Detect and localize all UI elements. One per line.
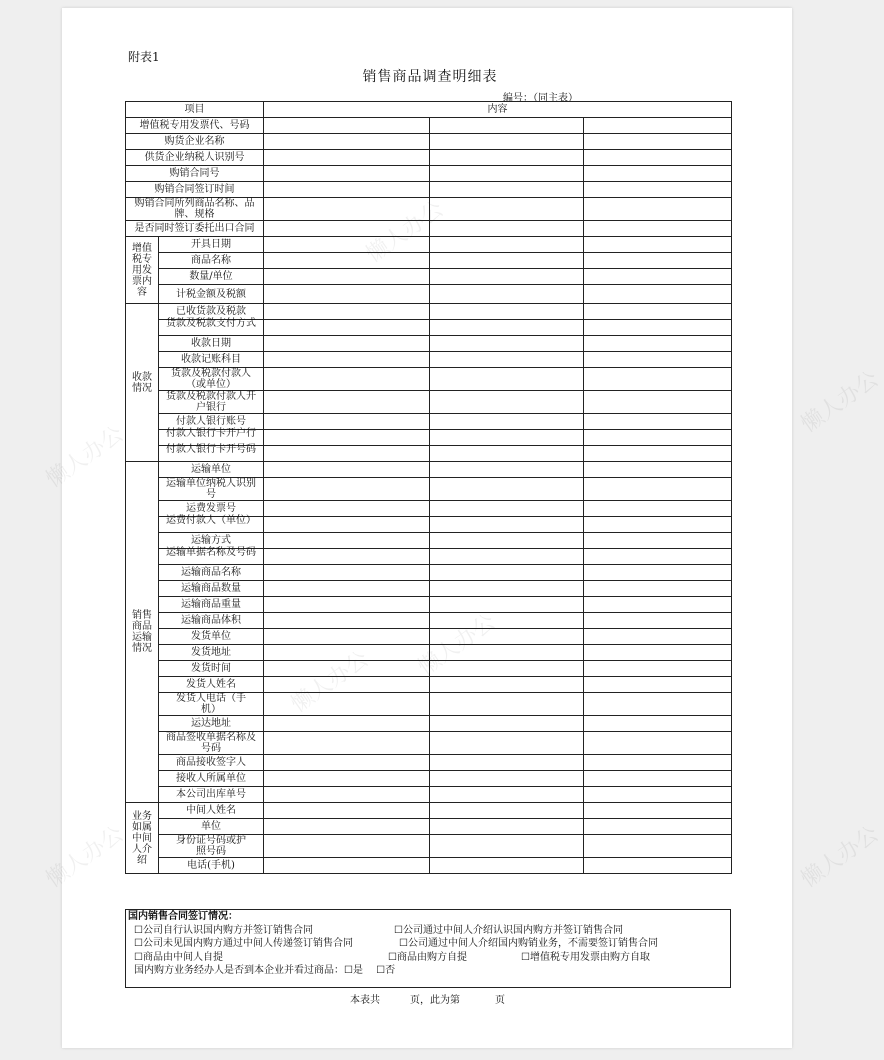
content-cell[interactable] <box>430 391 584 414</box>
group-label-payment: 收款情况 <box>126 304 159 462</box>
content-cell[interactable] <box>430 835 584 858</box>
content-cell[interactable] <box>264 693 430 716</box>
content-cell[interactable] <box>430 253 584 269</box>
row-label: 商品接收签字人 <box>159 755 264 771</box>
group-label-transport: 销售商品运输情况 <box>126 462 159 803</box>
content-cell[interactable] <box>430 597 584 613</box>
row-label: 是否同时签订委托出口合同 <box>126 221 264 237</box>
content-cell[interactable] <box>584 462 732 478</box>
content-cell[interactable] <box>264 629 430 645</box>
row-label: 发货时间 <box>159 661 264 677</box>
row-label: 增值税专用发票代、号码 <box>126 118 264 134</box>
content-cell[interactable] <box>584 446 732 462</box>
row-label: 运输单位纳税人识别号 <box>159 478 264 501</box>
row-label: 运输单位 <box>159 462 264 478</box>
content-cell[interactable] <box>584 693 732 716</box>
content-cell[interactable] <box>264 787 430 803</box>
row-label: 购销合同号 <box>126 166 264 182</box>
content-cell[interactable] <box>430 430 584 446</box>
group-label-agent: 业务如属中间人介绍 <box>126 803 159 874</box>
watermark: 懒人办公 <box>286 646 374 718</box>
row-label-text: 付款人银行卡开户行 <box>166 428 256 439</box>
content-cell[interactable] <box>430 166 584 182</box>
content-cell[interactable] <box>430 787 584 803</box>
content-cell[interactable] <box>584 501 732 517</box>
content-cell[interactable] <box>430 581 584 597</box>
content-cell[interactable] <box>264 462 430 478</box>
content-cell[interactable] <box>584 581 732 597</box>
table-row <box>126 787 732 803</box>
row-label: 单位 <box>159 819 264 835</box>
content-cell[interactable] <box>430 285 584 304</box>
table-row <box>126 182 732 198</box>
row-label: 计税金额及税额 <box>159 285 264 304</box>
content-cell[interactable] <box>584 430 732 446</box>
content-cell[interactable] <box>584 661 732 677</box>
table-row <box>126 198 732 221</box>
content-cell[interactable] <box>584 269 732 285</box>
notes-row <box>126 951 730 965</box>
table-row <box>126 693 732 716</box>
content-cell[interactable] <box>430 819 584 835</box>
content-cell[interactable] <box>430 517 584 533</box>
content-cell[interactable] <box>264 368 430 391</box>
row-label: 货款及税款付款人（或单位） <box>159 368 264 391</box>
content-cell[interactable] <box>430 237 584 253</box>
row-label: 数量/单位 <box>159 269 264 285</box>
content-cell[interactable] <box>264 677 430 693</box>
option-agent-delivered-contract[interactable]: ☐公司未见国内购方通过中间人传递签订销售合同 <box>134 938 353 949</box>
content-cell[interactable] <box>430 693 584 716</box>
table-row <box>126 391 732 414</box>
row-label: 运输商品数量 <box>159 581 264 597</box>
content-cell[interactable] <box>264 269 430 285</box>
table-row <box>126 858 732 874</box>
content-cell[interactable] <box>264 182 430 198</box>
content-cell[interactable] <box>584 368 732 391</box>
row-label: 电话(手机) <box>159 858 264 874</box>
row-label: 运输商品体积 <box>159 613 264 629</box>
content-cell[interactable] <box>584 198 732 221</box>
table-row <box>126 629 732 645</box>
number-label: 编号：（同主表） <box>503 93 578 104</box>
row-label: 发货人电话（手机） <box>159 693 264 716</box>
row-label: 发货人姓名 <box>159 677 264 693</box>
row-label: 供货企业纳税人识别号 <box>126 150 264 166</box>
content-cell[interactable] <box>430 462 584 478</box>
content-cell[interactable] <box>584 771 732 787</box>
table-row <box>126 716 732 732</box>
content-cell[interactable] <box>584 755 732 771</box>
row-label: 发货单位 <box>159 629 264 645</box>
row-label: 发货地址 <box>159 645 264 661</box>
content-cell[interactable] <box>584 858 732 874</box>
watermark: 懒人办公 <box>796 821 884 893</box>
content-cell[interactable] <box>430 732 584 755</box>
content-cell[interactable] <box>264 771 430 787</box>
content-cell[interactable] <box>584 629 732 645</box>
table-row <box>126 613 732 629</box>
content-cell[interactable] <box>264 581 430 597</box>
content-cell[interactable] <box>584 835 732 858</box>
watermark: 懒人办公 <box>413 609 501 681</box>
table-row <box>126 478 732 501</box>
row-label: 付款人银行账号 <box>159 414 264 430</box>
table-row <box>126 166 732 182</box>
row-label: 运费发票号 <box>159 501 264 517</box>
row-label: 购销合同所列商品名称、品牌、规格 <box>126 198 264 221</box>
row-label: 货款及税款付款人开户银行 <box>159 391 264 414</box>
watermark: 懒人办公 <box>796 366 884 438</box>
row-label: 中间人姓名 <box>159 803 264 819</box>
content-cell[interactable] <box>430 118 584 134</box>
content-cell[interactable] <box>264 661 430 677</box>
row-label: 购销合同签订时间 <box>126 182 264 198</box>
content-cell[interactable] <box>264 517 430 533</box>
watermark: 懒人办公 <box>361 196 449 268</box>
row-label: 接收人所属单位 <box>159 771 264 787</box>
table-row <box>126 645 732 661</box>
content-cell[interactable] <box>584 166 732 182</box>
table-row <box>126 253 732 269</box>
table-row <box>126 150 732 166</box>
content-cell[interactable] <box>264 565 430 581</box>
content-cell[interactable] <box>264 430 430 446</box>
table-row <box>126 517 732 533</box>
row-label: 已收货款及税款 <box>159 304 264 320</box>
table-header-row <box>126 102 732 118</box>
table-row <box>126 336 732 352</box>
content-cell[interactable] <box>264 819 430 835</box>
content-cell[interactable] <box>264 597 430 613</box>
content-cell[interactable] <box>430 501 584 517</box>
header-content: 内容 <box>264 102 732 118</box>
content-cell[interactable] <box>430 803 584 819</box>
row-label: 开具日期 <box>159 237 264 253</box>
content-cell[interactable] <box>584 819 732 835</box>
content-cell[interactable] <box>584 304 732 320</box>
content-cell[interactable] <box>584 352 732 368</box>
notes-row <box>126 937 730 951</box>
table-row <box>126 755 732 771</box>
table-row <box>126 835 732 858</box>
table-row <box>126 771 732 787</box>
notes-row <box>126 964 730 978</box>
content-cell[interactable] <box>430 478 584 501</box>
notes-row <box>126 924 730 938</box>
notes-heading: 国内销售合同签订情况： <box>128 911 238 922</box>
option-self-recognized[interactable]: ☐公司自行认识国内购方并签订销售合同 <box>134 924 313 936</box>
table-row <box>126 221 732 237</box>
content-cell[interactable] <box>430 269 584 285</box>
content-cell[interactable] <box>264 391 430 414</box>
row-label-text: 货款及税款支付方式 <box>166 318 256 329</box>
watermark: 懒人办公 <box>41 421 129 493</box>
content-cell[interactable] <box>584 182 732 198</box>
row-label: 运输方式 <box>159 533 264 549</box>
option-buyer-pickup[interactable]: ☐商品由购方自提 <box>388 951 467 963</box>
content-cell[interactable] <box>584 285 732 304</box>
option-invoice-buyer-collect[interactable]: ☐增值税专用发票由购方自取 <box>521 951 650 963</box>
content-cell[interactable] <box>584 787 732 803</box>
content-cell[interactable] <box>264 285 430 304</box>
table-row <box>126 462 732 478</box>
content-cell[interactable] <box>584 221 732 237</box>
content-cell[interactable] <box>584 118 732 134</box>
content-cell[interactable] <box>264 803 430 819</box>
table-row <box>126 677 732 693</box>
content-cell[interactable] <box>430 221 584 237</box>
content-cell[interactable] <box>264 118 430 134</box>
table-row <box>126 118 732 134</box>
content-cell[interactable] <box>430 661 584 677</box>
row-label-text: 运输单据名称及号码 <box>166 547 256 558</box>
row-label: 商品名称 <box>159 253 264 269</box>
content-cell[interactable] <box>264 732 430 755</box>
content-cell[interactable] <box>264 320 430 336</box>
content-cell[interactable] <box>584 677 732 693</box>
content-cell[interactable] <box>430 320 584 336</box>
row-label <box>159 549 264 565</box>
content-cell[interactable] <box>430 771 584 787</box>
detail-table <box>125 101 732 874</box>
content-cell[interactable] <box>430 352 584 368</box>
content-cell[interactable] <box>264 549 430 565</box>
table-row <box>126 581 732 597</box>
content-cell[interactable] <box>584 336 732 352</box>
table-row <box>126 368 732 391</box>
table-row <box>126 134 732 150</box>
row-label: 运达地址 <box>159 716 264 732</box>
content-cell[interactable] <box>430 198 584 221</box>
row-label: 收款日期 <box>159 336 264 352</box>
footer-page-end: 页 <box>495 995 505 1006</box>
content-cell[interactable] <box>584 613 732 629</box>
content-cell[interactable] <box>584 478 732 501</box>
content-cell[interactable] <box>264 304 430 320</box>
table-row <box>126 549 732 565</box>
row-label-text: 运费付款人（单位） <box>166 515 256 526</box>
option-no-contract-needed[interactable]: ☐公司通过中间人介绍国内购销业务，不需要签订销售合同 <box>399 938 658 949</box>
row-label <box>159 446 264 462</box>
content-cell[interactable] <box>430 858 584 874</box>
content-cell[interactable] <box>264 501 430 517</box>
content-cell[interactable] <box>264 835 430 858</box>
footer-total: 本表共 <box>350 995 380 1006</box>
table-row <box>126 597 732 613</box>
content-cell[interactable] <box>430 629 584 645</box>
content-cell[interactable] <box>584 517 732 533</box>
table-row <box>126 732 732 755</box>
table-row <box>126 819 732 835</box>
content-cell[interactable] <box>430 677 584 693</box>
content-cell[interactable] <box>264 613 430 629</box>
content-cell[interactable] <box>264 221 430 237</box>
content-cell[interactable] <box>264 253 430 269</box>
header-item: 项目 <box>126 102 264 118</box>
row-label-text: 付款人银行卡开号码 <box>166 444 256 455</box>
content-cell[interactable] <box>584 320 732 336</box>
option-agent-introduced-contract[interactable]: ☐公司通过中间人介绍认识国内购方并签订销售合同 <box>394 924 623 936</box>
footer-page: 页，此为第 <box>410 995 460 1006</box>
row-label: 身份证号码或护照号码 <box>159 835 264 858</box>
content-cell[interactable] <box>430 134 584 150</box>
content-cell[interactable] <box>430 446 584 462</box>
content-cell[interactable] <box>430 645 584 661</box>
content-cell[interactable] <box>584 414 732 430</box>
content-cell[interactable] <box>264 533 430 549</box>
table-row <box>126 352 732 368</box>
content-cell[interactable] <box>584 134 732 150</box>
content-cell[interactable] <box>264 478 430 501</box>
content-cell[interactable] <box>264 858 430 874</box>
content-cell[interactable] <box>584 732 732 755</box>
group-label-invoice: 增值税专用发票内容 <box>126 237 159 304</box>
row-label <box>159 517 264 533</box>
row-label: 运输商品重量 <box>159 597 264 613</box>
table-row <box>126 285 732 304</box>
table-row <box>126 661 732 677</box>
row-label <box>159 320 264 336</box>
table-row <box>126 446 732 462</box>
content-cell[interactable] <box>264 352 430 368</box>
content-cell[interactable] <box>430 304 584 320</box>
watermark: 懒人办公 <box>41 821 129 893</box>
content-cell[interactable] <box>264 198 430 221</box>
content-cell[interactable] <box>430 150 584 166</box>
table-row <box>126 237 732 253</box>
content-cell[interactable] <box>584 150 732 166</box>
content-cell[interactable] <box>430 755 584 771</box>
page-title: 销售商品调查明细表 <box>362 69 498 85</box>
content-cell[interactable] <box>264 150 430 166</box>
content-cell[interactable] <box>264 414 430 430</box>
content-cell[interactable] <box>430 533 584 549</box>
content-cell[interactable] <box>584 803 732 819</box>
content-cell[interactable] <box>430 414 584 430</box>
row-label: 购货企业名称 <box>126 134 264 150</box>
option-agent-pickup[interactable]: ☐商品由中间人自提 <box>134 951 223 963</box>
content-cell[interactable] <box>584 391 732 414</box>
content-cell[interactable] <box>430 368 584 391</box>
content-cell[interactable] <box>264 645 430 661</box>
content-cell[interactable] <box>264 336 430 352</box>
content-cell[interactable] <box>584 716 732 732</box>
content-cell[interactable] <box>584 597 732 613</box>
content-cell[interactable] <box>264 446 430 462</box>
row-label: 本公司出库单号 <box>159 787 264 803</box>
table-row <box>126 320 732 336</box>
content-cell[interactable] <box>430 565 584 581</box>
content-cell[interactable] <box>584 565 732 581</box>
content-cell[interactable] <box>584 645 732 661</box>
content-cell[interactable] <box>584 253 732 269</box>
content-cell[interactable] <box>430 182 584 198</box>
contract-notes <box>125 909 731 988</box>
content-cell[interactable] <box>264 237 430 253</box>
content-cell[interactable] <box>264 716 430 732</box>
table-row <box>126 269 732 285</box>
content-cell[interactable] <box>264 755 430 771</box>
content-cell[interactable] <box>584 237 732 253</box>
content-cell[interactable] <box>430 613 584 629</box>
row-label: 运输商品名称 <box>159 565 264 581</box>
content-cell[interactable] <box>430 336 584 352</box>
content-cell[interactable] <box>430 716 584 732</box>
content-cell[interactable] <box>264 134 430 150</box>
buyer-visit-question[interactable]: 国内购方业务经办人是否到本企业并看过商品：☐是 ☐否 <box>134 965 396 976</box>
table-row <box>126 565 732 581</box>
content-cell[interactable] <box>584 549 732 565</box>
content-cell[interactable] <box>264 166 430 182</box>
row-label: 商品签收单据名称及号码 <box>159 732 264 755</box>
content-cell[interactable] <box>584 533 732 549</box>
attachment-label: 附表1 <box>128 50 160 64</box>
row-label: 收款记账科目 <box>159 352 264 368</box>
content-cell[interactable] <box>430 549 584 565</box>
table-row <box>126 803 732 819</box>
